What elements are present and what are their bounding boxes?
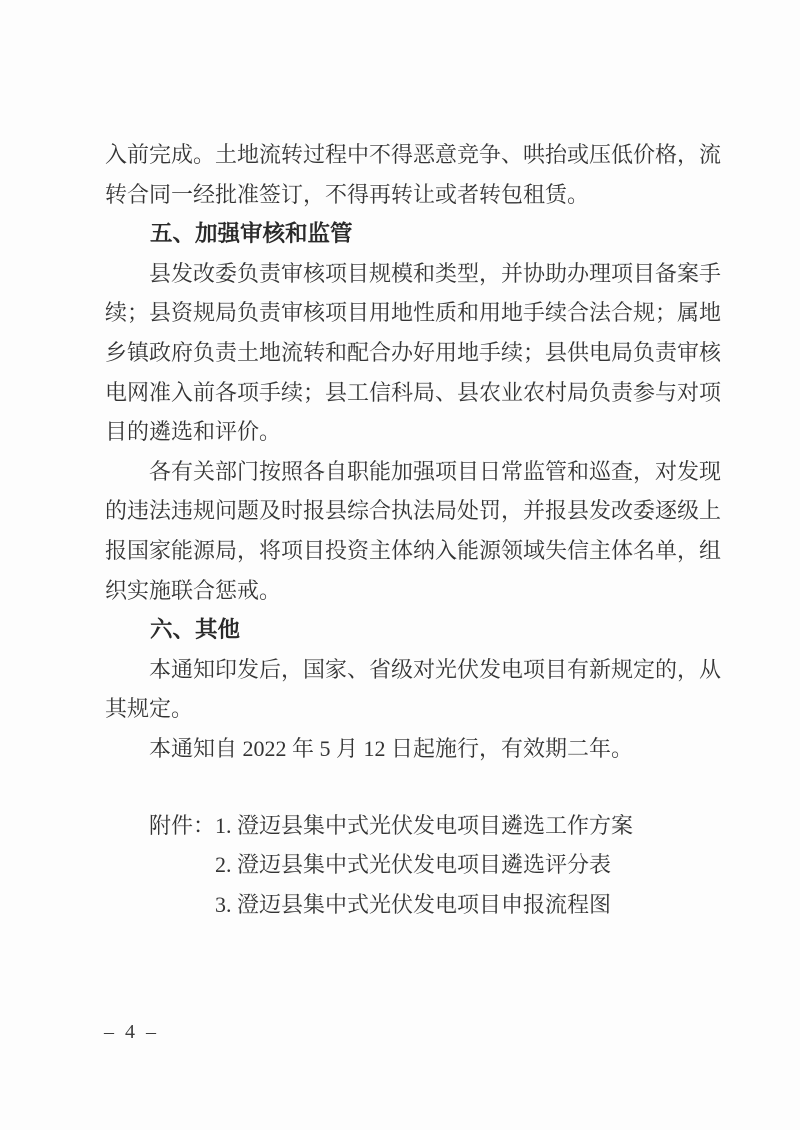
section-6-paragraph-2: 本通知自 2022 年 5 月 12 日起施行，有效期二年。 <box>149 735 634 761</box>
attachment-item-2: 2. 澄迈县集中式光伏发电项目遴选评分表 <box>215 852 612 878</box>
attachment-item-1: 1. 澄迈县集中式光伏发电项目遴选工作方案 <box>215 812 634 838</box>
section-5-heading: 五、加强审核和监管 <box>150 221 353 247</box>
attachment-item-3: 3. 澄迈县集中式光伏发电项目申报流程图 <box>215 891 612 917</box>
document-body <box>105 135 721 924</box>
page-number: – 4 – <box>104 1021 159 1043</box>
paragraph-continuation: 入前完成。土地流转过程中不得恶意竞争、哄抬或压低价格，流转合同一经批准签订，不得再转让或者转包租赁。 <box>105 142 722 207</box>
attachments-list <box>215 806 721 925</box>
section-5-paragraph-2: 各有关部门按照各自职能加强项目日常监管和巡查，对发现的违法违规问题及时报县综合执法局处罚，并报县发改委逐级上报国家能源局，将项目投资主体纳入能源领域失信主体名单，组织实施联合惩戒。 <box>105 458 722 603</box>
attachments-label: 附件： <box>149 812 216 838</box>
section-5-paragraph-1: 县发改委负责审核项目规模和类型，并协助办理项目备案手续；县资规局负责审核项目用地性质和用地手续合法合规；属地乡镇政府负责土地流转和配合办好用地手续；县供电局负责审核电网准入前各项手续；县工信科局、县农业农村局负责参与对项目的遴选和评价。 <box>105 260 722 445</box>
attachments-block <box>149 806 721 925</box>
section-6-paragraph-1: 本通知印发后，国家、省级对光伏发电项目有新规定的，从其规定。 <box>105 656 722 722</box>
section-6-heading: 六、其他 <box>150 617 241 643</box>
